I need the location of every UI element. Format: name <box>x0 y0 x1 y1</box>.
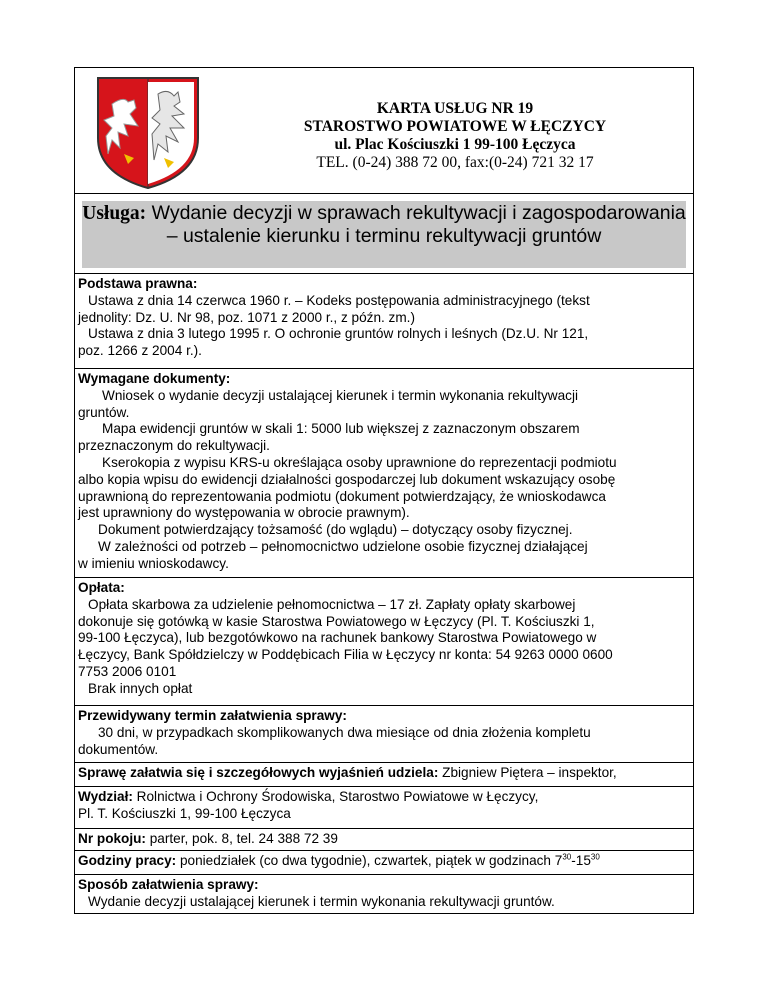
department-value: Rolnictwa i Ochrony Środowiska, Starostwo Powiatowe w Łęczycy, <box>132 789 539 804</box>
office-phone: TEL. (0-24) 388 72 00, fax:(0-24) 721 32 17 <box>316 154 594 171</box>
coat-of-arms-icon <box>94 74 202 190</box>
room-label: Nr pokoju: <box>78 831 146 846</box>
section-hours <box>75 851 693 875</box>
document-2-cont: przeznaczonym do rekultywacji. <box>78 438 270 454</box>
hours-label: Godziny pracy: <box>78 853 177 868</box>
department-address: Pl. T. Kościuszki 1, 99-100 Łęczyca <box>78 805 291 821</box>
office-address: ul. Plac Kościuszki 1 99-100 Łęczyca <box>334 136 576 153</box>
fee-account: 7753 2006 0101 <box>78 663 177 679</box>
term-line-1: 30 dni, w przypadkach skomplikowanych dwa miesiące od dnia złożenia kompletu <box>98 724 591 740</box>
documents-title: Wymagane dokumenty: <box>78 371 231 386</box>
service-title-box <box>75 194 693 274</box>
section-term <box>75 706 693 763</box>
document-3-cont-1: albo kopia wpisu do ewidencji działalności gospodarczej lub dokument wskazujący osobę <box>78 471 616 487</box>
section-method <box>75 875 693 915</box>
hours-start-minutes: 30 <box>562 852 572 862</box>
document-1-cont: gruntów. <box>78 404 130 420</box>
document-1: Wniosek o wydanie decyzji ustalającej kierunek i termin wykonania rekultywacji <box>102 387 578 403</box>
section-handler <box>75 763 693 787</box>
fee-other: Brak innych opłat <box>88 680 193 696</box>
legal-item-1-cont: jednolity: Dz. U. Nr 98, poz. 1071 z 2000 r., z późn. zm.) <box>78 309 415 325</box>
term-title: Przewidywany termin załatwienia sprawy: <box>78 708 347 723</box>
document-3-cont-3: jest uprawniony do występowania w obrocie prawnym). <box>78 505 410 521</box>
service-card <box>74 67 694 914</box>
legal-item-1: Ustawa z dnia 14 czerwca 1960 r. – Kodeks postępowania administracyjnego (tekst <box>88 292 590 308</box>
document-5-cont: w imieniu wnioskodawcy. <box>78 555 229 571</box>
fee-line-3: 99-100 Łęczyca), lub bezgotówkowo na rachunek bankowy Starostwa Powiatowego w <box>78 630 597 646</box>
hours-value: poniedziałek (co dwa tygodnie), czwartek, piątek w godzinach 7 <box>176 853 563 868</box>
service-label: Usługa: <box>82 203 147 224</box>
department-label: Wydział: <box>78 789 133 804</box>
fee-line-2: dokonuje się gotówką w kasie Starostwa Powiatowego w Łęczycy (Pl. T. Kościuszki 1, <box>78 613 595 629</box>
fee-line-1: Opłata skarbowa za udzielenie pełnomocnictwa – 17 zł. Zapłaty opłaty skarbowej <box>88 596 576 612</box>
section-required-documents <box>75 369 693 578</box>
card-header <box>75 68 693 194</box>
method-line-1: Wydanie decyzji ustalającej kierunek i termin wykonania rekultywacji gruntów. <box>88 893 555 909</box>
legal-title: Podstawa prawna: <box>78 276 198 291</box>
section-legal-basis <box>75 274 693 369</box>
service-title <box>82 201 686 268</box>
section-department <box>75 787 693 829</box>
hours-end-minutes: 30 <box>590 852 600 862</box>
room-value: parter, pok. 8, tel. 24 388 72 39 <box>145 831 338 846</box>
card-title: KARTA USŁUG NR 19 <box>376 100 534 117</box>
document-3: Kserokopia z wypisu KRS-u określająca osoby uprawnione do reprezentacji podmiotu <box>102 454 617 470</box>
document-3-cont-2: uprawnioną do reprezentowania podmiotu (dokument potwierdzający, że wnioskodawca <box>78 488 606 504</box>
office-name: STAROSTWO POWIATOWE W ŁĘCZYCY <box>303 118 607 135</box>
document-5: W zależności od potrzeb – pełnomocnictwo udzielone osobie fizycznej działającej <box>98 538 588 554</box>
term-line-2: dokumentów. <box>78 741 159 757</box>
section-fee <box>75 578 693 706</box>
office-header <box>235 100 675 172</box>
legal-item-2: Ustawa z dnia 3 lutego 1995 r. O ochronie gruntów rolnych i leśnych (Dz.U. Nr 121, <box>88 326 589 342</box>
method-title: Sposób załatwienia sprawy: <box>78 877 259 892</box>
handler-value: Zbigniew Piętera – inspektor, <box>438 765 617 780</box>
hours-end: -15 <box>571 853 591 868</box>
fee-line-4: Łęczycy, Bank Spółdzielczy w Poddębicach Filia w Łęczycy nr konta: 54 9263 0000 0600 <box>78 647 613 663</box>
fee-title: Opłata: <box>78 580 125 595</box>
legal-item-2-cont: poz. 1266 z 2004 r.). <box>78 343 202 359</box>
service-name: Wydanie decyzji w sprawach rekultywacji i zagospodarowania – ustalenie kierunku i terminu rekultywacji gruntów <box>146 202 686 247</box>
handler-label: Sprawę załatwia się i szczegółowych wyjaśnień udziela: <box>78 765 439 780</box>
document-4: Dokument potwierdzający tożsamość (do wglądu) – dotyczący osoby fizycznej. <box>98 522 573 538</box>
section-room <box>75 829 693 851</box>
document-2: Mapa ewidencji gruntów w skali 1: 5000 lub większej z zaznaczonym obszarem <box>102 421 580 437</box>
